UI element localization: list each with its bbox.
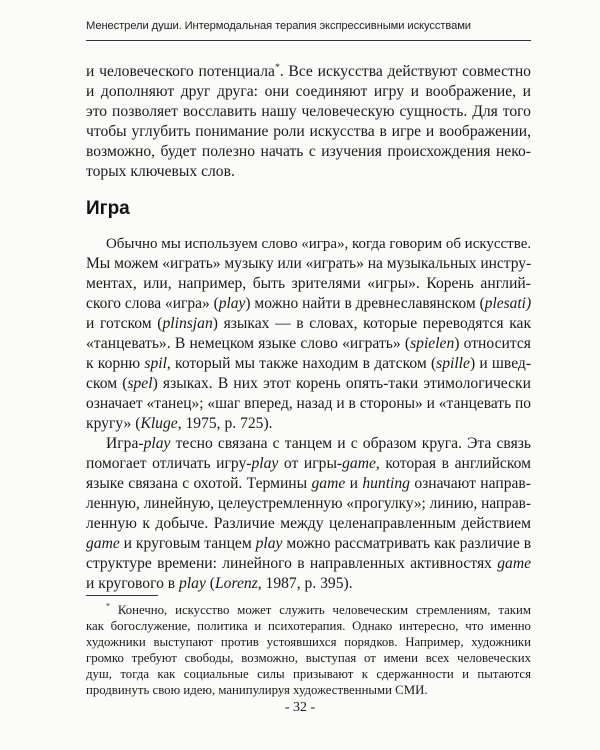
text-run: возможно, будет полезно начать с изучения происхождения неко- [86, 143, 531, 160]
text-run: Мы можем «играть» музыку или «играть» на музыкальных инстру- [86, 255, 532, 272]
text-run: и готском ( [86, 315, 163, 332]
text-run: , 1975, p. 725). [177, 415, 273, 432]
footnote-line [86, 618, 531, 634]
italic-term: Lorenz [214, 575, 258, 592]
text-line [86, 334, 531, 354]
text-line [86, 514, 531, 534]
text-line [86, 494, 531, 514]
text-run: ( [205, 575, 215, 592]
text-line [106, 234, 531, 254]
text-line [86, 102, 531, 122]
italic-term: game [497, 555, 531, 572]
italic-term: game [342, 455, 376, 472]
text-line [86, 254, 531, 274]
text-run: . Все искусства действуют совместно [279, 63, 531, 80]
text-run: чтобы углубить понимание роли искусства в игре и воображении, [86, 123, 531, 140]
text-run: ментах, или, например, быть зрителями «игры». Корень англий- [86, 275, 531, 292]
footnote-marker: * [274, 61, 280, 73]
footnote-marker: * [106, 601, 110, 611]
text-line [86, 162, 235, 182]
italic-term: spel [127, 375, 153, 392]
text-run: ленную, линейную, целеустремленную «прогулку»; линию, направ- [86, 495, 531, 512]
italic-term: play [255, 535, 283, 552]
page-number: - 32 - [284, 700, 316, 715]
text-run: к корню [86, 355, 145, 372]
text-run: ского слова «игра» ( [86, 295, 219, 312]
footnote-line [106, 602, 531, 618]
italic-term: play [251, 455, 279, 472]
text-run: означает «танец»; «шаг вперед, назад и в стороны» и «танцевать по [86, 395, 531, 412]
text-line [86, 574, 353, 594]
running-header: Менестрели души. Интермодальная терапия экспрессивными искусствами [86, 20, 471, 32]
text-line [86, 274, 531, 294]
text-run: ) и швед- [469, 355, 532, 372]
text-run: художники выступают против устоявшихся порядков. Например, художники [86, 635, 531, 649]
text-line [86, 62, 531, 82]
text-run: , которая в английском [375, 455, 531, 472]
text-line [86, 414, 273, 434]
italic-term: plinsjan [162, 315, 213, 332]
text-line [86, 294, 531, 314]
text-run: и круговым танцем [119, 535, 256, 552]
footnote-line [86, 650, 531, 666]
text-line [86, 142, 531, 162]
text-run: ) относится [454, 335, 531, 352]
text-run: ском ( [86, 375, 128, 392]
text-line [86, 554, 531, 574]
text-run: от игры- [278, 455, 343, 472]
text-run: можно рассматривать как различие в [282, 535, 532, 552]
text-run: ) языках. В них этот корень опять-таки этимологически [152, 375, 531, 392]
text-run: ленную к добыче. Различие между целенаправленным действием [86, 515, 531, 532]
text-run: ) языках — в словах, которые переводятся как [212, 315, 532, 332]
text-run: и дополняют друг друга: они соединяют игру и воображение, и [86, 83, 531, 100]
text-run: продвинуть свою идею, манипулируя художественными СМИ. [86, 683, 428, 697]
footnote-line [86, 634, 531, 650]
italic-term: game [311, 475, 346, 492]
italic-term: Kluge [140, 415, 178, 432]
italic-term: spil [144, 355, 167, 372]
text-run: означают направ- [409, 475, 531, 492]
text-run: торых ключевых слов. [86, 163, 235, 180]
section-heading: Игра [86, 198, 130, 219]
text-line [86, 454, 531, 474]
text-run: кругу» ( [86, 415, 141, 432]
header-divider [86, 40, 531, 41]
text-run: как богослужение, политика и психотерапия. Однако интересно, что именно [86, 619, 531, 633]
text-line [86, 314, 531, 334]
italic-term: play [218, 295, 246, 312]
footnote-line [86, 666, 531, 682]
footnote-divider [86, 595, 158, 596]
italic-term: play [179, 575, 206, 592]
text-run: Конечно, искусство может служить человеческим стремлениям, таким [109, 603, 531, 617]
italic-term: hunting [362, 475, 410, 492]
italic-term: play [143, 435, 171, 452]
text-run: ) можно найти в древнеславянском ( [245, 295, 485, 312]
text-run: и человеческого потенциала [86, 63, 275, 80]
text-run: структуре времени: линейного в направленных активностях [86, 555, 498, 572]
text-run: громко требуют свободы, возможно, выступая от имени всех человеческих [86, 651, 531, 665]
text-line [86, 534, 531, 554]
text-line [106, 434, 531, 454]
text-run: , который мы также находим в датском ( [166, 355, 437, 372]
text-run: и [345, 475, 363, 492]
text-line [86, 122, 531, 142]
footnote-line [86, 682, 428, 698]
italic-term: game [86, 535, 120, 552]
text-line [86, 474, 531, 494]
text-run: это позволяет восславить нашу человеческую сущность. Для того [86, 103, 531, 120]
italic-term: plesati) [484, 295, 532, 312]
text-run: тесно связана с танцем и с образом круга. Эта связь [170, 435, 532, 452]
italic-term: spielen [410, 335, 455, 352]
text-run: , 1987, p. 395). [257, 575, 353, 592]
text-run: Обычно мы используем слово «игра», когда говорим об искусстве. [106, 236, 532, 252]
text-run: помогает отличать игру- [86, 455, 252, 472]
text-line [86, 82, 531, 102]
text-line [86, 354, 531, 374]
text-run: языке связана с охотой. Термины [86, 475, 312, 492]
text-run: душ, тогда как социальные силы призывают к сдержанности и пытаются [86, 667, 531, 681]
text-run: «танцевать». В немецком языке слово «играть» ( [86, 335, 411, 352]
text-run: Игра- [106, 435, 144, 452]
text-run: и кругового в [86, 575, 180, 592]
text-line [86, 394, 531, 414]
italic-term: spille [436, 355, 470, 372]
text-line [86, 374, 531, 394]
